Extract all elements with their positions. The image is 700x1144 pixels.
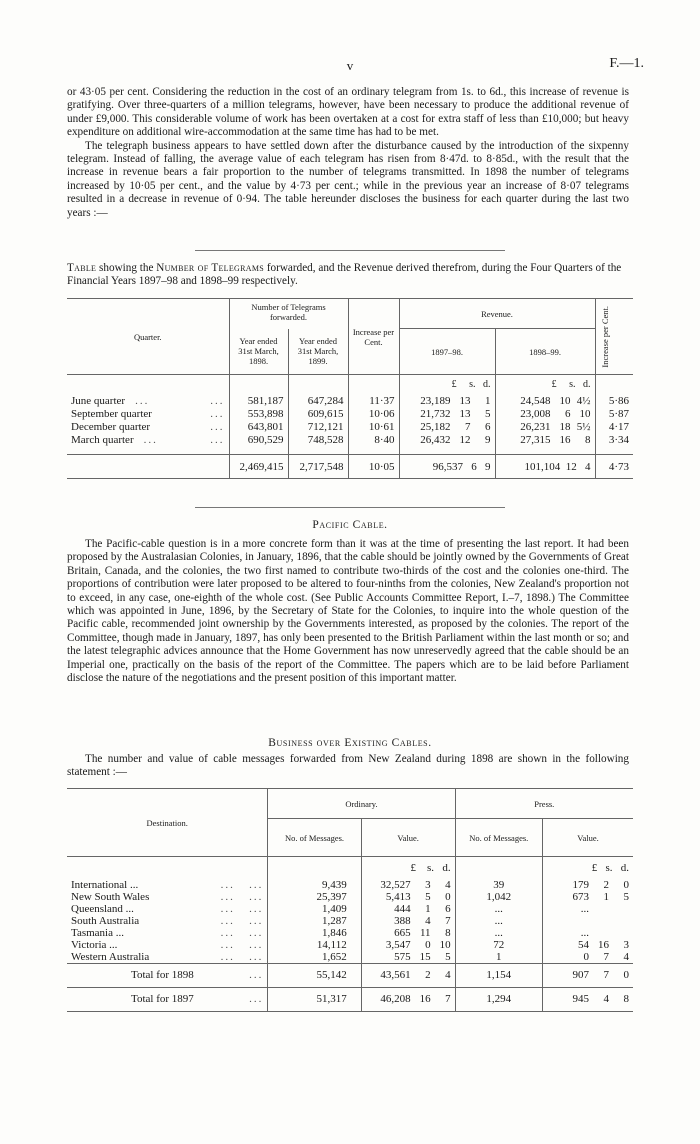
total-rev2: 101,104 12 4 (495, 455, 595, 479)
revenue-1897-98: 26,432 12 9 (399, 434, 495, 447)
col-press-header: Press. (455, 789, 633, 819)
revenue-1897-98: 25,182 7 6 (399, 421, 495, 434)
total-press-value: 907 7 0 (542, 963, 633, 987)
table1-caption-a: showing the (99, 262, 154, 274)
ordinary-value: 32,527 3 4 (361, 879, 455, 891)
count-1898: 581,187 (229, 395, 288, 408)
total-increase: 10·05 (348, 455, 399, 479)
table1-caption (67, 262, 629, 289)
intro-text (67, 86, 629, 220)
table2-row (67, 939, 633, 951)
col-revenue-header: Revenue. (399, 299, 595, 329)
pacific-cable-paragraph: The Pacific-cable question is in a more concrete form than it was at the time of presenting the last report. It had been proposed by the Australasian Colonies, in January, 1896, that the cable should be jointly owned by the Governments of Great Britain, Canada, and the colonies, the two first named to contribute two-thirds of the cost and the colonies one-third. The proportions of contribution were later proposed to be altered to four-ninths from the colonies, New Zealand's proportion not to exceed, in any case, one-eighth of the whole cost. (See Public Accounts Committee Report, I.–7, 1898.) The Committee which was appointed in June, 1896, by the Secretary of State for the Colonies, to inquire into the whole question of the Pacific cable, recommended joint ownership by the Governments interested, as proposed by the colonies. The report of the Committee, though made in January, 1897, has only been presented to the British Parliament within the last month or so; and the latest telegraphic advices announce that the Home Government has now unreservedly agreed that the cable should be an Imperial one, practically on the basis of the report of the Committee. The papers which are to be laid before Parliament disclose the nature of the negotiations and the present position of this important matter. (67, 538, 629, 685)
total-n1898: 2,469,415 (229, 455, 288, 479)
ordinary-value: 444 1 6 (361, 903, 455, 915)
table2-row (67, 951, 633, 964)
total-ordinary-messages: 55,142 (268, 963, 361, 987)
destination-label: International ... ... ... (71, 878, 264, 891)
revenue-increase: 5·87 (595, 408, 633, 421)
cable-messages-table (67, 788, 633, 1012)
table1-caption-prefix: Table (67, 262, 97, 274)
col-press-no-header: No. of Messages. (455, 819, 542, 857)
ordinary-value: 665 11 8 (361, 927, 455, 939)
destination-label: Western Australia ... ... (71, 950, 264, 963)
press-messages: ... (455, 915, 542, 927)
pacific-cable-text (67, 538, 629, 685)
rev1-lsd-header: £ s. d. (399, 375, 495, 395)
revenue-1898-99: 26,231 18 5½ (495, 421, 595, 434)
press-messages: 1,042 (455, 891, 542, 903)
quarter-label: March quarter ... ... (71, 434, 225, 446)
total-ordinary-value: 46,208 16 7 (361, 987, 455, 1011)
col-rev2-header: 1898–99. (495, 329, 595, 375)
existing-cables-text (67, 753, 629, 780)
table1-row (67, 421, 633, 434)
page-numeral: v (346, 58, 354, 73)
press-messages: 39 (455, 879, 542, 891)
press-value: 673 1 5 (542, 891, 633, 903)
total-press-value: 945 4 8 (542, 987, 633, 1011)
total-label: Total for 1898 ... (131, 969, 264, 981)
press-messages: 72 (455, 939, 542, 951)
total-rev1: 96,537 6 9 (399, 455, 495, 479)
destination-label: Victoria ... ... ... (71, 938, 264, 951)
count-1899: 748,528 (288, 434, 348, 447)
col-rev1-header: 1897–98. (399, 329, 495, 375)
col-ordinary-value-header: Value. (361, 819, 455, 857)
press-value (542, 915, 633, 927)
press-messages: ... (455, 903, 542, 915)
existing-cables-heading: Business over Existing Cables. (268, 737, 432, 749)
count-1899: 647,284 (288, 395, 348, 408)
col-destination-header: Destination. (146, 817, 188, 828)
ordinary-value: 575 15 5 (361, 951, 455, 964)
rev2-lsd-header: £ s. d. (495, 375, 595, 395)
revenue-increase: 4·17 (595, 421, 633, 434)
section-divider-2 (195, 507, 505, 508)
revenue-1898-99: 23,008 6 10 (495, 408, 595, 421)
total-press-messages: 1,294 (455, 987, 542, 1011)
revenue-1898-99: 24,548 10 4½ (495, 395, 595, 408)
telegrams-table (67, 298, 633, 479)
total-n1899: 2,717,548 (288, 455, 348, 479)
ordinary-lsd-header: £ s. d. (361, 857, 455, 879)
intro-paragraph-1: or 43·05 per cent. Considering the reduction in the cost of an ordinary telegram from 1s. to 6d., this increase of revenue is gratifying. Over three-quarters of a million telegrams, however, have been necessary to produce the additional revenue of under £9,000. This considerable volume of work has been overtaken at a cost for extra staff of less than £10,000; but heavy expenditure on additional wire-accommodation at the same time has had to be met. (67, 86, 629, 139)
col-ordinary-header: Ordinary. (268, 789, 455, 819)
count-1898: 643,801 (229, 421, 288, 434)
count-1898: 690,529 (229, 434, 288, 447)
count-1898: 553,898 (229, 408, 288, 421)
quarter-label: December quarter ... (71, 421, 225, 433)
table1-row (67, 434, 633, 447)
count-1899: 609,615 (288, 408, 348, 421)
quarter-label: September quarter ... (71, 408, 225, 420)
table1-row (67, 395, 633, 408)
total-press-messages: 1,154 (455, 963, 542, 987)
table1-caption-b: forwarded, and the Revenue derived therefrom, during the Four Quarters of the Financial Years 1897–98 and 1898–99 respectively. (67, 262, 622, 288)
destination-label: Tasmania ... ... ... (71, 926, 264, 939)
press-value: ... (542, 927, 633, 939)
press-value: ... (542, 903, 633, 915)
col-year1-header: Year ended 31st March, 1898. (229, 329, 288, 375)
section-divider (195, 250, 505, 251)
ordinary-value: 5,413 5 0 (361, 891, 455, 903)
ordinary-messages: 1,846 (268, 927, 361, 939)
press-messages: ... (455, 927, 542, 939)
revenue-1898-99: 27,315 16 8 (495, 434, 595, 447)
revenue-increase: 3·34 (595, 434, 633, 447)
count-increase: 8·40 (348, 434, 399, 447)
table2-total-row (67, 963, 633, 987)
press-lsd-header: £ s. d. (542, 857, 633, 879)
col-year2-header: Year ended 31st March, 1899. (288, 329, 348, 375)
press-messages: 1 (455, 951, 542, 964)
revenue-1897-98: 23,189 13 1 (399, 395, 495, 408)
table1-row (67, 408, 633, 421)
table2-row (67, 927, 633, 939)
count-1899: 712,121 (288, 421, 348, 434)
table1-total-row (67, 455, 633, 479)
col-increase-header: Increase per Cent. (348, 299, 399, 375)
table1-caption-emphasis: Number of Telegrams (156, 262, 265, 274)
col-quarter-header: Quarter. (133, 331, 162, 342)
document-reference: F.—1. (609, 56, 644, 71)
ordinary-value: 388 4 7 (361, 915, 455, 927)
table2-row (67, 879, 633, 891)
revenue-1897-98: 21,732 13 5 (399, 408, 495, 421)
quarter-label: June quarter ... ... (71, 395, 225, 407)
existing-cables-paragraph: The number and value of cable messages forwarded from New Zealand during 1898 are shown in the following statement :— (67, 753, 629, 779)
total-ordinary-value: 43,561 2 4 (361, 963, 455, 987)
press-value: 54 16 3 (542, 939, 633, 951)
revenue-increase: 5·86 (595, 395, 633, 408)
table2-total-row (67, 987, 633, 1011)
destination-label: New South Wales ... ... (71, 890, 264, 903)
col-press-value-header: Value. (542, 819, 633, 857)
ordinary-messages: 25,397 (268, 891, 361, 903)
ordinary-messages: 1,287 (268, 915, 361, 927)
ordinary-value: 3,547 0 10 (361, 939, 455, 951)
press-value: 0 7 4 (542, 951, 633, 964)
ordinary-messages: 1,409 (268, 903, 361, 915)
count-increase: 11·37 (348, 395, 399, 408)
ordinary-messages: 9,439 (268, 879, 361, 891)
intro-paragraph-2: The telegraph business appears to have settled down after the disturbance caused by the introduction of the sixpenny telegram. Instead of falling, the average value of each telegram has risen from 8·47d. to 8·85d., with the result that the increase in revenue bears a fair proportion to the number of telegrams transmitted. In 1898 the number of telegrams increased by 10·05 per cent., and the value by 4·73 per cent.; while in the previous year an increase of 8·07 telegrams resulted in a decrease in revenue of 0·94. The table hereunder discloses the business for each quarter during the last two years :— (67, 139, 629, 219)
table2-row (67, 891, 633, 903)
destination-label: Queensland ... ... ... (71, 902, 264, 915)
total-label: Total for 1897 ... (131, 993, 264, 1005)
total-revenue-increase: 4·73 (595, 455, 633, 479)
col-ordinary-no-header: No. of Messages. (268, 819, 361, 857)
press-value: 179 2 0 (542, 879, 633, 891)
pacific-cable-heading: Pacific Cable. (312, 519, 388, 531)
ordinary-messages: 14,112 (268, 939, 361, 951)
count-increase: 10·06 (348, 408, 399, 421)
destination-label: South Australia ... ... (71, 914, 264, 927)
table2-row (67, 903, 633, 915)
table2-row (67, 915, 633, 927)
col-number-group-header: Number of Telegrams forwarded. (229, 299, 348, 329)
total-ordinary-messages: 51,317 (268, 987, 361, 1011)
ordinary-messages: 1,652 (268, 951, 361, 964)
col-revenue-increase-header: Increase per Cent. (599, 305, 610, 368)
count-increase: 10·61 (348, 421, 399, 434)
